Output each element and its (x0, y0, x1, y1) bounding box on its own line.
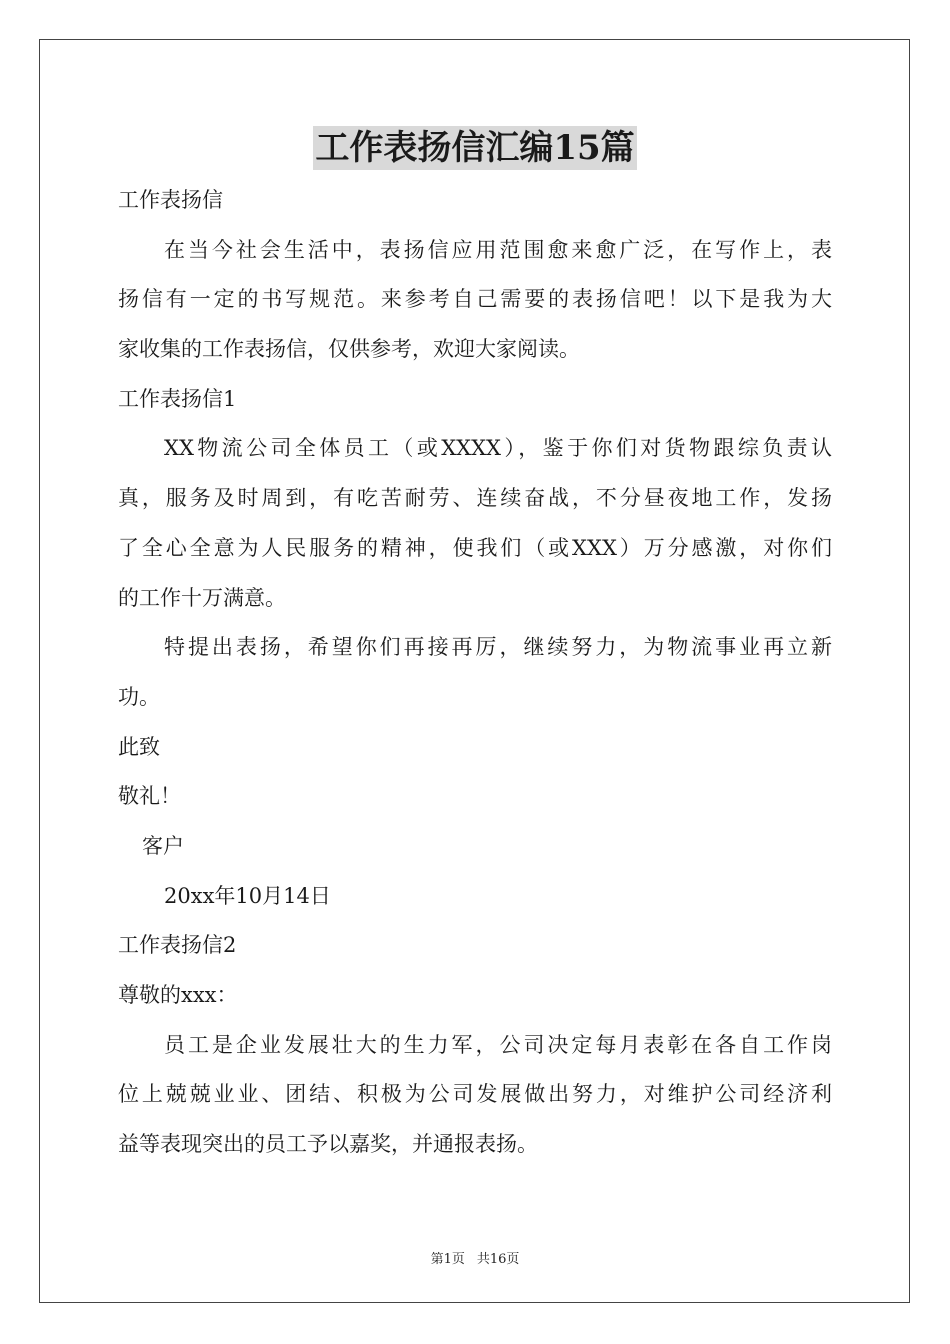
page-number-total: 共16页 (476, 1252, 520, 1267)
paragraph-line: 员工是企业发展壮大的生力军，公司决定每月表彰在各自工作岗 (164, 1032, 832, 1057)
paragraph-line: 位上兢兢业业、团结、积极为公司发展做出努力，对维护公司经济利 (118, 1082, 832, 1107)
paragraph-line: 益等表现突出的员工予以嘉奖，并通报表扬。 (118, 1132, 538, 1157)
paragraph-line: 真，服务及时周到，有吃苦耐劳、连续奋战，不分昼夜地工作，发扬 (118, 486, 832, 511)
paragraph-line: 的工作十万满意。 (118, 585, 286, 610)
paragraph-line: XX物流公司全体员工（或XXXX），鉴于你们对货物跟综负责认 (164, 436, 832, 461)
section-heading: 工作表扬信1 (118, 386, 237, 411)
paragraph-line: 在当今社会生活中，表扬信应用范围愈来愈广泛，在写作上，表 (164, 237, 832, 262)
document-title: 工作表扬信汇编15篇 (315, 128, 635, 168)
page-number-current: 第1页 (430, 1252, 465, 1267)
paragraph-line: 功。 (118, 684, 160, 709)
date-line: 20xx年10月14日 (164, 883, 331, 908)
section-heading: 工作表扬信2 (118, 933, 237, 958)
paragraph-line: 了全心全意为人民服务的精神，使我们（或XXX）万分感激，对你们 (118, 535, 832, 560)
paragraph-line: 家收集的工作表扬信，仅供参考，欢迎大家阅读。 (118, 337, 580, 362)
title-container (0, 126, 950, 170)
document-body (118, 176, 832, 1170)
greeting-line: 尊敬的xxx： (118, 983, 238, 1007)
closing-salutation: 此致 (118, 734, 160, 759)
paragraph-line: 扬信有一定的书写规范。来参考自己需要的表扬信吧！以下是我为大 (118, 287, 832, 312)
signature: 客户 (142, 833, 184, 858)
section-heading: 工作表扬信 (118, 188, 223, 212)
paragraph-line: 特提出表扬，希望你们再接再厉，继续努力，为物流事业再立新 (164, 635, 832, 660)
page-footer (0, 1248, 950, 1267)
closing-respect: 敬礼！ (118, 784, 181, 809)
